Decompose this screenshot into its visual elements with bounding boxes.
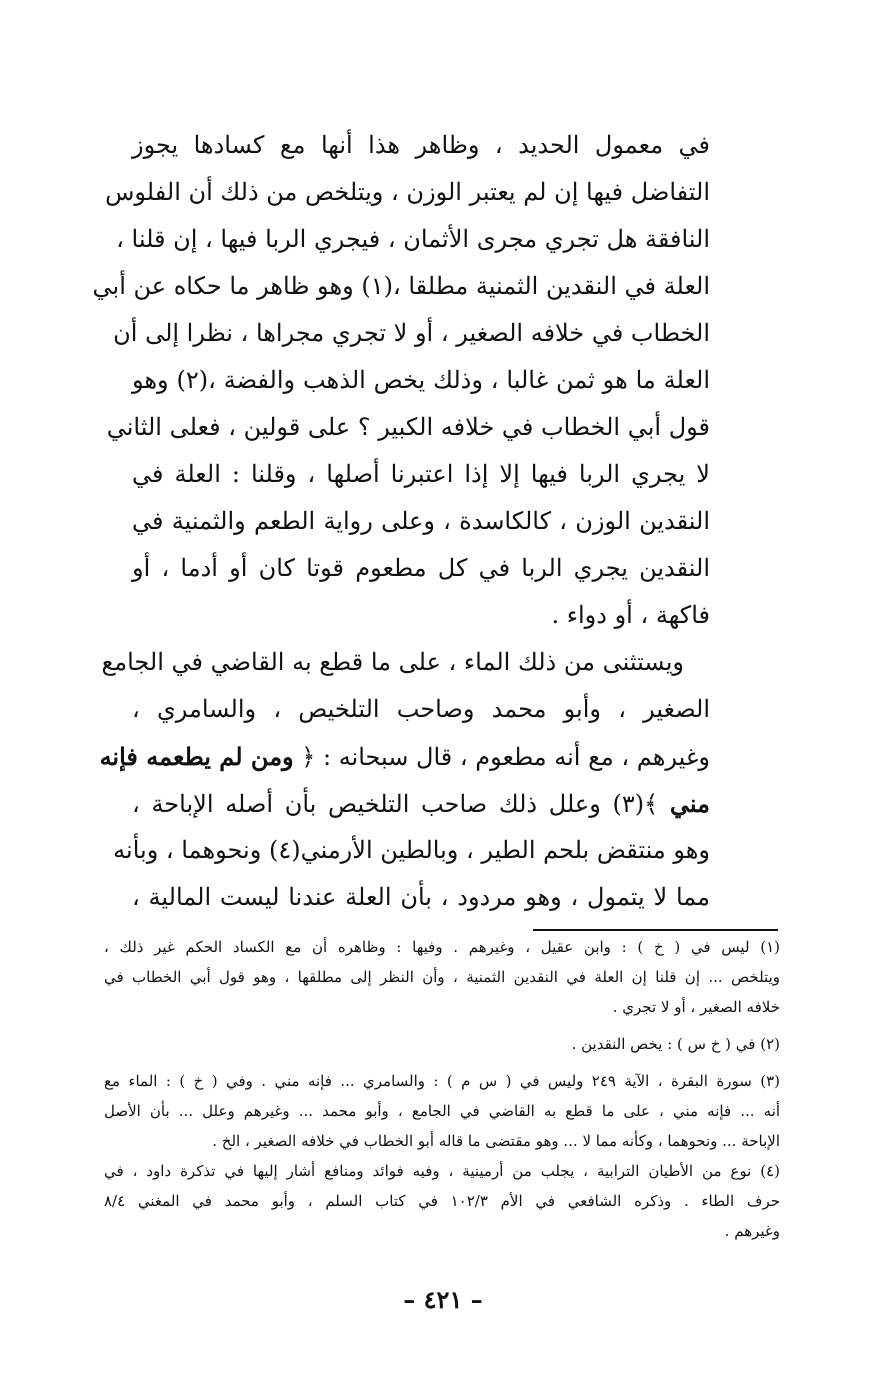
- body-line: النقدين الوزن ، كالكاسدة ، وعلى رواية الطعم والثمنية في: [132, 507, 710, 535]
- footnote-line: (٢) في ( خ س ) : يخص النقدين .: [571, 1035, 780, 1053]
- body-line: في معمول الحديد ، وظاهر هذا أنها مع كسادها يجوز: [132, 131, 711, 159]
- footnote-line: أنه ... فإنه مني ، على ما قطع به القاضي في الجامع ، وأبو محمد ... وغيرهم وعلل ... بأن الأصل: [104, 1102, 780, 1120]
- quran-quote: ومن لم يطعمه فإنه: [99, 742, 294, 771]
- footnotes: [104, 932, 780, 1246]
- footnote-line: خلافه الصغير ، أو لا تجري .: [612, 998, 780, 1016]
- body-line: وهو منتقض بلحم الطير ، وبالطين الأرمني(٤) ونحوهما ، وبأنه: [113, 836, 710, 864]
- footnote-line: (١) ليس في ( خ ) : وابن عقيل ، وغيرهم . وفيها : وظاهره أن مع الكساد الحكم غير ذلك ،: [104, 938, 780, 956]
- footnote-line: الإباحة ... ونحوهما ، وكأنه مما لا ... وهو مقتضى ما قاله أبو الخطاب في خلافه الصغير ، الخ .: [212, 1132, 780, 1150]
- body-line: قول أبي الخطاب في خلافه الكبير ؟ على قولين ، فعلى الثاني: [106, 413, 710, 441]
- quran-quote: مني: [669, 789, 710, 818]
- body-line: مما لا يتمول ، وهو مردود ، بأن العلة عندنا ليست المالية ،: [132, 883, 710, 911]
- body-line: الخطاب في خلافه الصغير ، أو لا تجري مجراها ، نظرا إلى أن: [113, 319, 710, 347]
- body-line: النافقة هل تجري مجرى الأثمان ، فيجري الربا فيها ، إن قلنا ،: [116, 225, 710, 253]
- body-line: [132, 780, 710, 827]
- body-line: التفاضل فيها إن لم يعتبر الوزن ، ويتلخص من ذلك أن الفلوس: [105, 178, 710, 206]
- body-line: الصغير ، وأبو محمد وصاحب التلخيص ، والسامري ،: [132, 695, 710, 723]
- body-line: لا يجري الربا فيها إلا إذا اعتبرنا أصلها ، وقلنا : العلة في: [132, 460, 710, 488]
- footnote-line: ويتلخص ... إن قلنا إن العلة في النقدين الثمنية ، وأن النظر إلى مطلقها ، وهو قول أبي الخطاب في: [104, 968, 780, 986]
- main-text: [92, 122, 711, 921]
- footnote-line: (٣) سورة البقرة ، الآية ٢٤٩ وليس في ( س م ) : والسامري ... فإنه مني . وفي ( خ ) : الماء مع: [104, 1072, 780, 1090]
- body-line: [99, 733, 710, 780]
- body-line: العلة في النقدين الثمنية مطلقا ،(١) وهو ظاهر ما حكاه عن أبي: [92, 272, 710, 300]
- body-line: ويستثنى من ذلك الماء ، على ما قطع به القاضي في الجامع: [101, 648, 684, 676]
- footnote-line: حرف الطاء . وذكره الشافعي في الأم ١٠٢/٣ في كتاب السلم ، وأبو محمد في المغني ٨/٤: [104, 1192, 780, 1210]
- body-text: ﴾(٣) وعلل ذلك صاحب التلخيص بأن أصله الإباحة ،: [132, 790, 670, 818]
- footnote-line: وغيرهم .: [724, 1222, 780, 1240]
- body-text: وغيرهم ، مع أنه مطعوم ، قال سبحانه : ﴿: [293, 743, 710, 771]
- body-line: النقدين يجري الربا في كل مطعوم قوتا كان أو أدما ، أو: [132, 554, 710, 582]
- footnote-line: (٤) نوع من الأطيان الترابية ، يجلب من أرمينية ، وفيه فوائد ومنافع أشار إليها في تذكرة داود ، في: [104, 1162, 780, 1180]
- page-number: – ٤٢١ –: [403, 1285, 483, 1314]
- body-line: فاكهة ، أو دواء .: [551, 601, 710, 629]
- footnote-divider: [533, 929, 778, 931]
- body-line: العلة ما هو ثمن غالبا ، وذلك يخص الذهب والفضة ،(٢) وهو: [132, 366, 710, 394]
